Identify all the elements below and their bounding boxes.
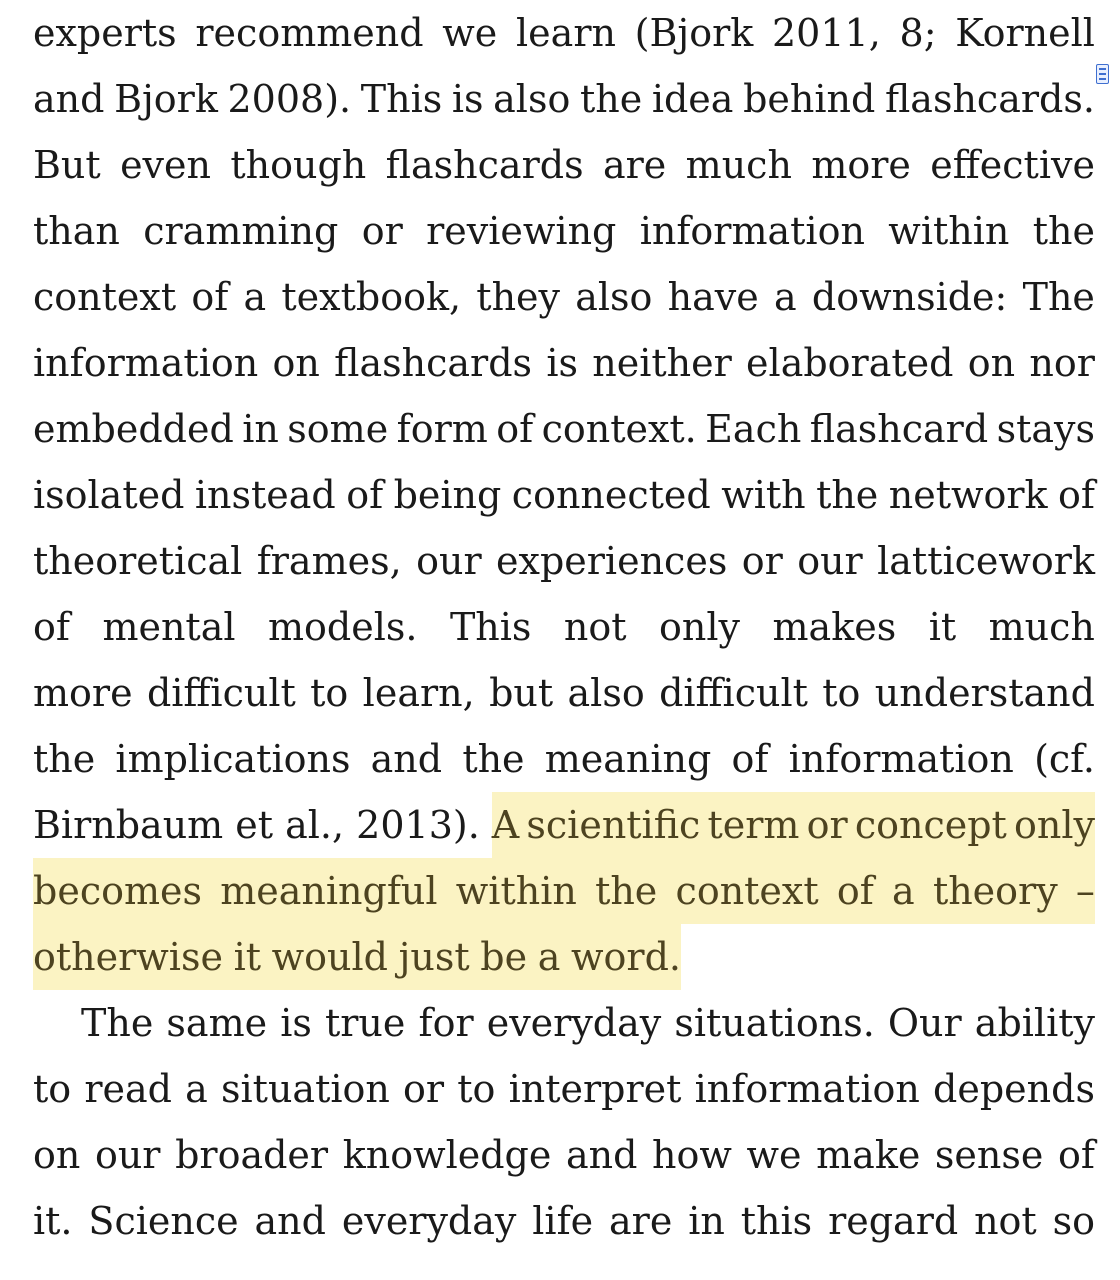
- highlighted-line[interactable]: [33, 924, 1095, 990]
- highlighted-text[interactable]: A scientific term or concept only: [492, 792, 1095, 858]
- text-line-mixed: [33, 792, 1095, 858]
- highlighted-line[interactable]: [33, 858, 1095, 924]
- text-line: on our broader knowledge and how we make sense of: [33, 1133, 1095, 1177]
- text-line: The same is true for everyday situations. Our ability: [81, 1001, 1095, 1045]
- text-line: But even though flashcards are much more effective: [33, 143, 1095, 187]
- text-line: and Bjork 2008). This is also the idea behind flashcards.: [33, 77, 1095, 121]
- plain-text: Birnbaum et al., 2013).: [33, 803, 480, 847]
- text-line: context of a textbook, they also have a downside: The: [33, 275, 1095, 319]
- text-line: more difficult to learn, but also difficult to understand: [33, 671, 1095, 715]
- text-line: to read a situation or to interpret information depends: [33, 1067, 1095, 1111]
- text-line: than cramming or reviewing information within the: [33, 209, 1095, 253]
- note-icon[interactable]: [1096, 64, 1109, 84]
- highlighted-text[interactable]: becomes meaningful within the context of a theory –: [33, 858, 1095, 924]
- text-line: the implications and the meaning of information (cf.: [33, 737, 1095, 781]
- text-line: of mental models. This not only makes it much: [33, 605, 1095, 649]
- highlighted-text[interactable]: otherwise it would just be a word.: [33, 924, 681, 990]
- text-line: embedded in some form of context. Each flashcard stays: [33, 407, 1095, 451]
- text-line: isolated instead of being connected with the network of: [33, 473, 1095, 517]
- text-line: it. Science and everyday life are in this regard not so: [33, 1199, 1095, 1243]
- text-line: theoretical frames, our experiences or our latticework: [33, 539, 1095, 583]
- text-line: experts recommend we learn (Bjork 2011, 8; Kornell: [33, 11, 1095, 55]
- text-line: information on flashcards is neither elaborated on nor: [33, 341, 1095, 385]
